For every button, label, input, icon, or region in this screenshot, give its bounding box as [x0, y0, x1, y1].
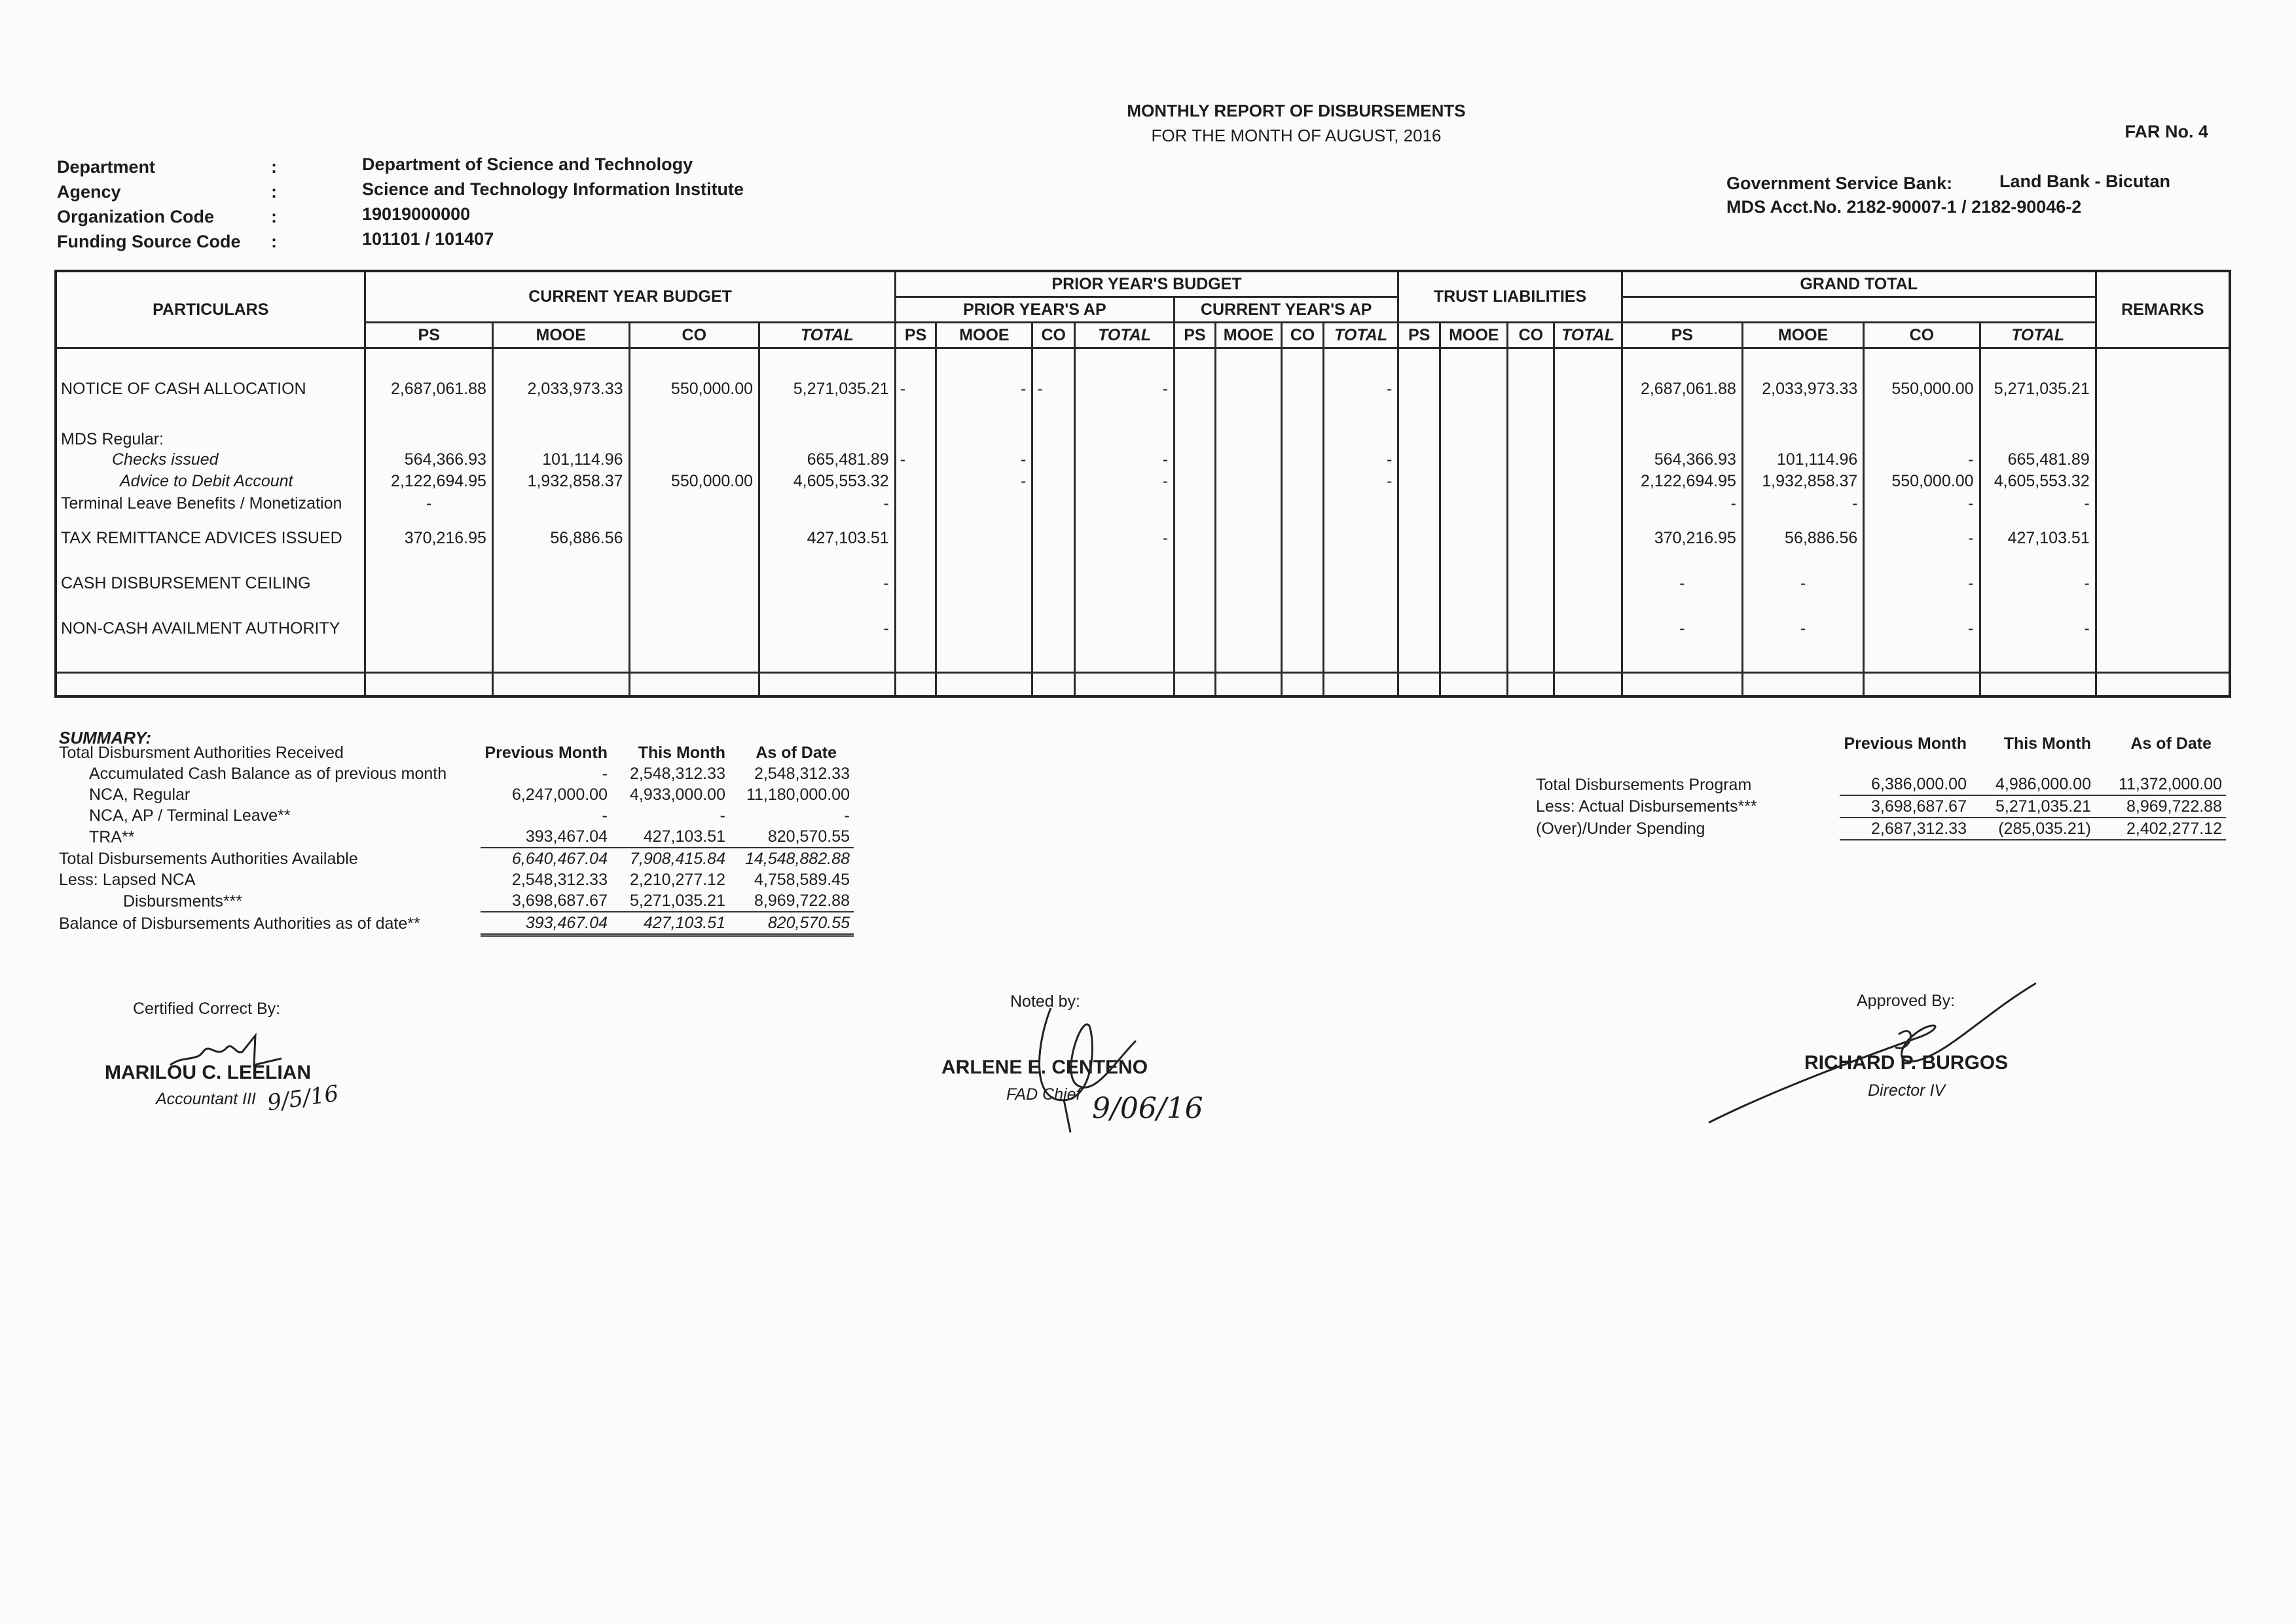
cell-value: - — [1032, 357, 1075, 421]
table-row-checks — [56, 449, 2230, 470]
row-label: NON-CASH AVAILMENT AUTHORITY — [56, 606, 365, 651]
cell-value: - — [759, 492, 896, 516]
summary-value: 820,570.55 — [729, 912, 854, 935]
summary-value: 6,247,000.00 — [512, 785, 608, 804]
particulars-header: PARTICULARS — [56, 271, 365, 348]
summary-value: 427,103.51 — [611, 826, 729, 848]
cell-value: 550,000.00 — [1864, 357, 1980, 421]
summary-col-this: This Month — [638, 743, 725, 762]
cell-value: 550,000.00 — [629, 471, 759, 492]
cell-value: 2,122,694.95 — [365, 471, 492, 492]
cell-value: - — [365, 492, 492, 516]
header-values — [362, 152, 744, 251]
summary-label: Disbursments*** — [123, 892, 243, 911]
program-value: 4,986,000.00 — [1971, 774, 2095, 795]
table-row-terminal-leave — [56, 492, 2230, 516]
cyb-ps-header: PS — [365, 323, 492, 348]
prior-years-ap-header: PRIOR YEAR'S AP — [895, 297, 1174, 323]
summary-value: 2,210,277.12 — [630, 871, 725, 889]
current-years-ap-header: CURRENT YEAR'S AP — [1175, 297, 1398, 323]
cell-value: - — [1980, 492, 2096, 516]
pya-co-header: CO — [1032, 323, 1075, 348]
cell-value: - — [1075, 516, 1175, 561]
report-subtitle: FOR THE MONTH OF AUGUST, 2016 — [1151, 126, 1442, 145]
cell-value: - — [1742, 561, 1863, 606]
cell-value: - — [1075, 471, 1175, 492]
gt-co-header: CO — [1864, 323, 1980, 348]
funding-source-code-label: Funding Source Code — [57, 232, 241, 251]
cell-value: - — [895, 357, 936, 421]
summary-value: 4,758,589.45 — [754, 871, 850, 889]
cell-value: 665,481.89 — [759, 449, 896, 470]
summary-value: 5,271,035.21 — [611, 890, 729, 912]
summary-value: 2,548,312.33 — [754, 765, 850, 783]
program-value: 5,271,035.21 — [1971, 795, 2095, 818]
summary-col-date: As of Date — [756, 743, 837, 762]
program-label: Less: Actual Disbursements*** — [1536, 797, 1757, 816]
bank-label: Government Service Bank: — [1726, 173, 1953, 193]
tl-co-header: CO — [1508, 323, 1554, 348]
row-label: TAX REMITTANCE ADVICES ISSUED — [56, 516, 365, 561]
summary-value: - — [844, 806, 850, 825]
cya-mooe-header: MOOE — [1215, 323, 1281, 348]
summary-value: - — [602, 765, 608, 783]
certified-role: Certified Correct By: — [133, 1000, 281, 1018]
cell-value: - — [1323, 449, 1398, 470]
table-row-mds — [56, 421, 2230, 449]
certified-handwritten-date: 9/5/16 — [265, 1080, 340, 1117]
program-table — [1532, 734, 2226, 840]
cell-value: 5,271,035.21 — [759, 357, 896, 421]
cell-value: - — [1864, 492, 1980, 516]
cell-value: 427,103.51 — [1980, 516, 2096, 561]
gt-mooe-header: MOOE — [1742, 323, 1863, 348]
summary-value: 427,103.51 — [611, 912, 729, 935]
table-row-non-cash-availment — [56, 606, 2230, 651]
cell-value: 550,000.00 — [1864, 471, 1980, 492]
cyb-co-header: CO — [629, 323, 759, 348]
program-col-this: This Month — [2003, 734, 2091, 753]
cell-value: - — [1864, 561, 1980, 606]
cell-value: - — [1622, 606, 1742, 651]
certified-position: Accountant III — [156, 1090, 256, 1108]
cell-value: - — [1075, 357, 1175, 421]
grand-total-spacer — [1622, 297, 2096, 323]
cell-value: - — [1622, 561, 1742, 606]
cell-value: 1,932,858.37 — [492, 471, 629, 492]
summary-label: Total Disbursment Authorities Received — [59, 744, 344, 762]
summary-value: 3,698,687.67 — [481, 890, 611, 912]
cell-value: 2,122,694.95 — [1622, 471, 1742, 492]
cell-value: 4,605,553.32 — [1980, 471, 2096, 492]
program-value: 2,687,312.33 — [1840, 818, 1971, 840]
organization-code-label: Organization Code — [57, 207, 215, 226]
summary-value: - — [602, 806, 608, 825]
remarks-header: REMARKS — [2096, 271, 2230, 348]
department-label: Department — [57, 157, 156, 177]
certified-signature-icon — [157, 1029, 288, 1075]
row-label: Advice to Debit Account — [56, 471, 365, 492]
cell-value: 4,605,553.32 — [759, 471, 896, 492]
disbursements-table — [54, 270, 2231, 698]
row-label: Terminal Leave Benefits / Monetization — [56, 492, 365, 516]
row-label: Checks issued — [56, 449, 365, 470]
summary-label: Accumulated Cash Balance as of previous month — [89, 765, 447, 783]
cell-value: 2,033,973.33 — [492, 357, 629, 421]
cell-value: - — [1864, 449, 1980, 470]
agency-label: Agency — [57, 182, 121, 202]
far-number: FAR No. 4 — [2124, 122, 2208, 141]
summary-label: TRA** — [89, 827, 135, 846]
department-value: Department of Science and Technology — [362, 154, 693, 174]
tl-total-header: TOTAL — [1554, 323, 1622, 348]
current-year-budget-header: CURRENT YEAR BUDGET — [365, 271, 895, 323]
cell-value: 564,366.93 — [365, 449, 492, 470]
cya-co-header: CO — [1282, 323, 1324, 348]
header-colons: : : : : — [271, 157, 277, 251]
approved-role: Approved By: — [1857, 992, 1956, 1010]
summary-value: 11,180,000.00 — [746, 785, 850, 804]
cyb-total-header: TOTAL — [759, 323, 896, 348]
cell-value: - — [1980, 561, 2096, 606]
noted-position: FAD Chief — [1006, 1085, 1081, 1104]
cell-value: - — [895, 449, 936, 470]
summary-value: 7,908,415.84 — [630, 850, 725, 868]
cell-value: 2,687,061.88 — [365, 357, 492, 421]
cell-value: 101,114.96 — [1742, 449, 1863, 470]
program-value: 6,386,000.00 — [1840, 774, 1971, 795]
cell-value: - — [1980, 606, 2096, 651]
pya-mooe-header: MOOE — [936, 323, 1032, 348]
program-value: 11,372,000.00 — [2095, 774, 2226, 795]
summary-value: 820,570.55 — [729, 826, 854, 848]
cell-value: 5,271,035.21 — [1980, 357, 2096, 421]
gt-ps-header: PS — [1622, 323, 1742, 348]
noted-name: ARLENE E. CENTENO — [941, 1056, 1148, 1078]
cell-value: 370,216.95 — [1622, 516, 1742, 561]
summary-label: NCA, AP / Terminal Leave** — [89, 806, 291, 825]
table-row-cash-disbursement-ceiling — [56, 561, 2230, 606]
cell-value: - — [1742, 606, 1863, 651]
cell-value: 2,687,061.88 — [1622, 357, 1742, 421]
summary-value: - — [720, 806, 725, 825]
program-label: (Over)/Under Spending — [1536, 820, 1705, 838]
cell-value: - — [1622, 492, 1742, 516]
funding-source-code-value: 101101 / 101407 — [362, 229, 494, 249]
cell-value: - — [1742, 492, 1863, 516]
cell-value: 56,886.56 — [492, 516, 629, 561]
program-value: (285,035.21) — [1971, 818, 2095, 840]
summary-value: 2,548,312.33 — [512, 871, 608, 889]
trust-liabilities-header: TRUST LIABILITIES — [1398, 271, 1622, 323]
cell-value: 1,932,858.37 — [1742, 471, 1863, 492]
pya-total-header: TOTAL — [1075, 323, 1175, 348]
program-col-date: As of Date — [2130, 734, 2212, 753]
cell-value: 101,114.96 — [492, 449, 629, 470]
cell-value: 550,000.00 — [629, 357, 759, 421]
mds-account: MDS Acct.No. 2182-90007-1 / 2182-90046-2 — [1726, 197, 2082, 217]
summary-col-prev: Previous Month — [484, 743, 608, 762]
pya-ps-header: PS — [895, 323, 936, 348]
bank-value: Land Bank - Bicutan — [1999, 171, 2171, 191]
tl-mooe-header: MOOE — [1440, 323, 1508, 348]
cell-value: 2,033,973.33 — [1742, 357, 1863, 421]
table-row-nca — [56, 357, 2230, 421]
program-label: Total Disbursements Program — [1536, 775, 1752, 794]
agency-value: Science and Technology Information Institute — [362, 179, 744, 199]
approved-name: RICHARD P. BURGOS — [1804, 1052, 2009, 1074]
cyb-mooe-header: MOOE — [492, 323, 629, 348]
header-labels — [57, 154, 306, 254]
cell-value: - — [1864, 516, 1980, 561]
cell-value: - — [936, 357, 1032, 421]
summary-label: Balance of Disbursements Authorities as of date** — [59, 914, 420, 933]
tl-ps-header: PS — [1398, 323, 1440, 348]
program-value: 3,698,687.67 — [1840, 795, 1971, 818]
summary-label: NCA, Regular — [89, 785, 191, 804]
cell-value: 564,366.93 — [1622, 449, 1742, 470]
approved-signature-icon — [1702, 975, 2043, 1132]
prior-years-budget-header: PRIOR YEAR'S BUDGET — [895, 271, 1398, 297]
program-col-prev: Previous Month — [1844, 734, 1967, 753]
cell-value: - — [759, 561, 896, 606]
cell-value: 56,886.56 — [1742, 516, 1863, 561]
cell-value: 665,481.89 — [1980, 449, 2096, 470]
report-title: MONTHLY REPORT OF DISBURSEMENTS — [1127, 101, 1466, 120]
summary-heading: SUMMARY: — [59, 728, 152, 748]
cell-value: - — [759, 606, 896, 651]
cya-total-header: TOTAL — [1323, 323, 1398, 348]
summary-value: 6,640,467.04 — [512, 850, 608, 868]
summary-value: 8,969,722.88 — [729, 890, 854, 912]
summary-value: 2,548,312.33 — [630, 765, 725, 783]
cya-ps-header: PS — [1175, 323, 1216, 348]
noted-role: Noted by: — [1010, 992, 1081, 1011]
program-value: 2,402,277.12 — [2095, 818, 2226, 840]
organization-code-value: 19019000000 — [362, 204, 471, 224]
cell-value: - — [1864, 606, 1980, 651]
summary-table — [55, 742, 854, 937]
summary-value: 14,548,882.88 — [745, 850, 850, 868]
row-label: MDS Regular: — [56, 421, 365, 449]
summary-value: 393,467.04 — [481, 912, 611, 935]
summary-label: Less: Lapsed NCA — [59, 871, 196, 889]
noted-handwritten-date: 9/06/16 — [1092, 1092, 1203, 1125]
cell-value: - — [1323, 471, 1398, 492]
cell-value: 370,216.95 — [365, 516, 492, 561]
gt-total-header: TOTAL — [1980, 323, 2096, 348]
summary-label: Total Disbursements Authorities Available — [59, 849, 358, 868]
summary-value: 393,467.04 — [481, 826, 611, 848]
noted-signature-icon — [1018, 1001, 1149, 1139]
table-row-tax-remittance — [56, 516, 2230, 561]
certified-name: MARILOU C. LEELIAN — [105, 1062, 311, 1083]
cell-value: - — [936, 471, 1032, 492]
cell-value: - — [1075, 449, 1175, 470]
cell-value: 427,103.51 — [759, 516, 896, 561]
summary-value: 4,933,000.00 — [630, 785, 725, 804]
program-value: 8,969,722.88 — [2095, 795, 2226, 818]
row-label: CASH DISBURSEMENT CEILING — [56, 561, 365, 606]
cell-value: - — [936, 449, 1032, 470]
cell-value: - — [1323, 357, 1398, 421]
row-label: NOTICE OF CASH ALLOCATION — [56, 357, 365, 421]
approved-position: Director IV — [1868, 1081, 1946, 1100]
table-row-ada — [56, 471, 2230, 492]
grand-total-header: GRAND TOTAL — [1622, 271, 2096, 297]
